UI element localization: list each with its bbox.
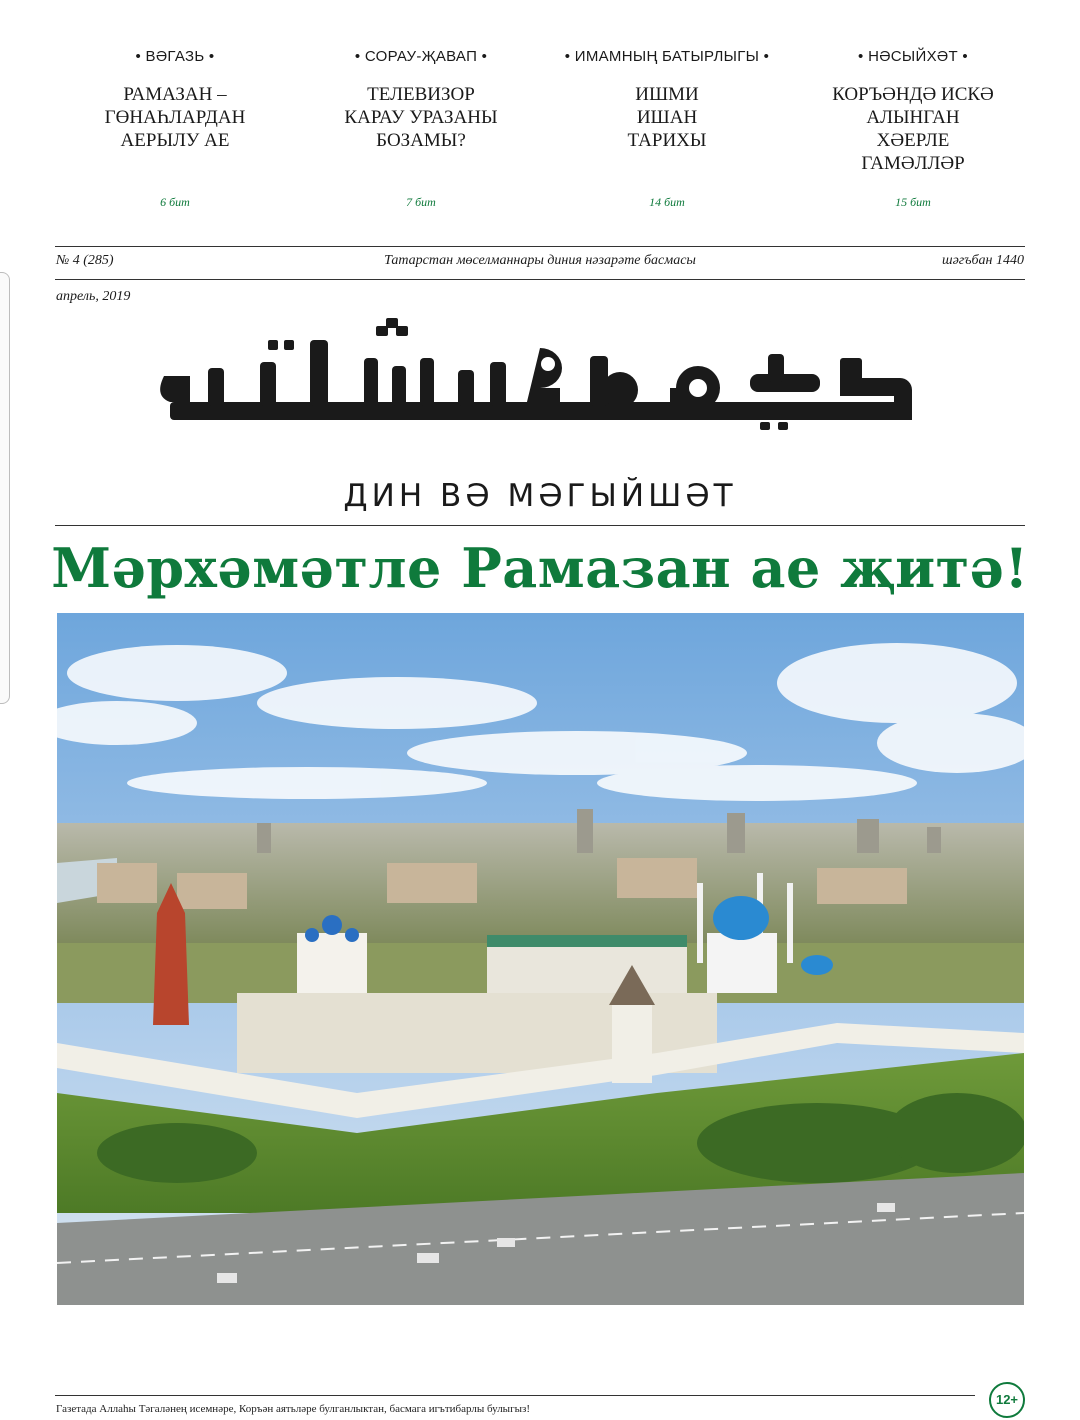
masthead-title: ДИН ВӘ МӘГЫЙШӘТ: [343, 478, 737, 514]
masthead-arabic-logo: [150, 318, 930, 438]
teaser-headline[interactable]: КОРЪӘНДӘ ИСКӘ АЛЫНГАН ХӘЕРЛЕ ГАМӘЛЛӘР: [832, 84, 994, 174]
teaser-rubric: • ВӘГАЗЬ •: [135, 48, 215, 65]
issue-info-bar: [56, 253, 1024, 273]
cover-photo: [57, 613, 1024, 1305]
teaser-row: [52, 48, 1036, 218]
divider: [55, 525, 1025, 526]
teaser-page-ref: 7 бит: [406, 195, 436, 209]
teaser-1[interactable]: [52, 48, 298, 209]
teaser-page-ref: 6 бит: [160, 195, 190, 209]
issue-number: № 4 (285): [56, 253, 114, 268]
main-headline[interactable]: Мәрхәмәтле Рамазан ае җитә!: [51, 536, 1029, 600]
respect-notice: Газетада Аллаһы Тәгаләнең исемнәре, Коръән аятьләре булганлыктан, басмага игътибарлы булыгыз!: [56, 1403, 530, 1415]
issue-date: апрель, 2019: [56, 289, 131, 304]
teaser-3[interactable]: [544, 48, 790, 209]
divider: [55, 1395, 975, 1396]
divider: [55, 279, 1025, 280]
teaser-headline[interactable]: ИШМИ ИШАН ТАРИХЫ: [627, 84, 707, 151]
teaser-2[interactable]: [298, 48, 544, 209]
teaser-headline[interactable]: ТЕЛЕВИЗОР КАРАУ УРАЗАНЫ БОЗАМЫ?: [344, 84, 498, 151]
cover-photo-image: [57, 613, 1024, 1305]
teaser-4[interactable]: [790, 48, 1036, 209]
hijri-date: шәгъбан 1440: [942, 253, 1024, 268]
teaser-page-ref: 14 бит: [649, 195, 685, 209]
teaser-rubric: • НӘСЫЙХӘТ •: [858, 48, 968, 65]
teaser-rubric: • СОРАУ-ҖАВАП •: [354, 48, 488, 65]
publisher-line: Татарстан мөселманнары диния нәзарәте басмасы: [384, 253, 696, 268]
age-rating-badge: 12+: [989, 1382, 1025, 1418]
teaser-headline[interactable]: РАМАЗАН – ГӨНАҺЛАРДАН АЕРЫЛУ АЕ: [104, 84, 246, 151]
divider: [55, 246, 1025, 247]
teaser-page-ref: 15 бит: [895, 195, 931, 209]
teaser-rubric: • ИМАМНЫҢ БАТЫРЛЫГЫ •: [564, 48, 770, 65]
